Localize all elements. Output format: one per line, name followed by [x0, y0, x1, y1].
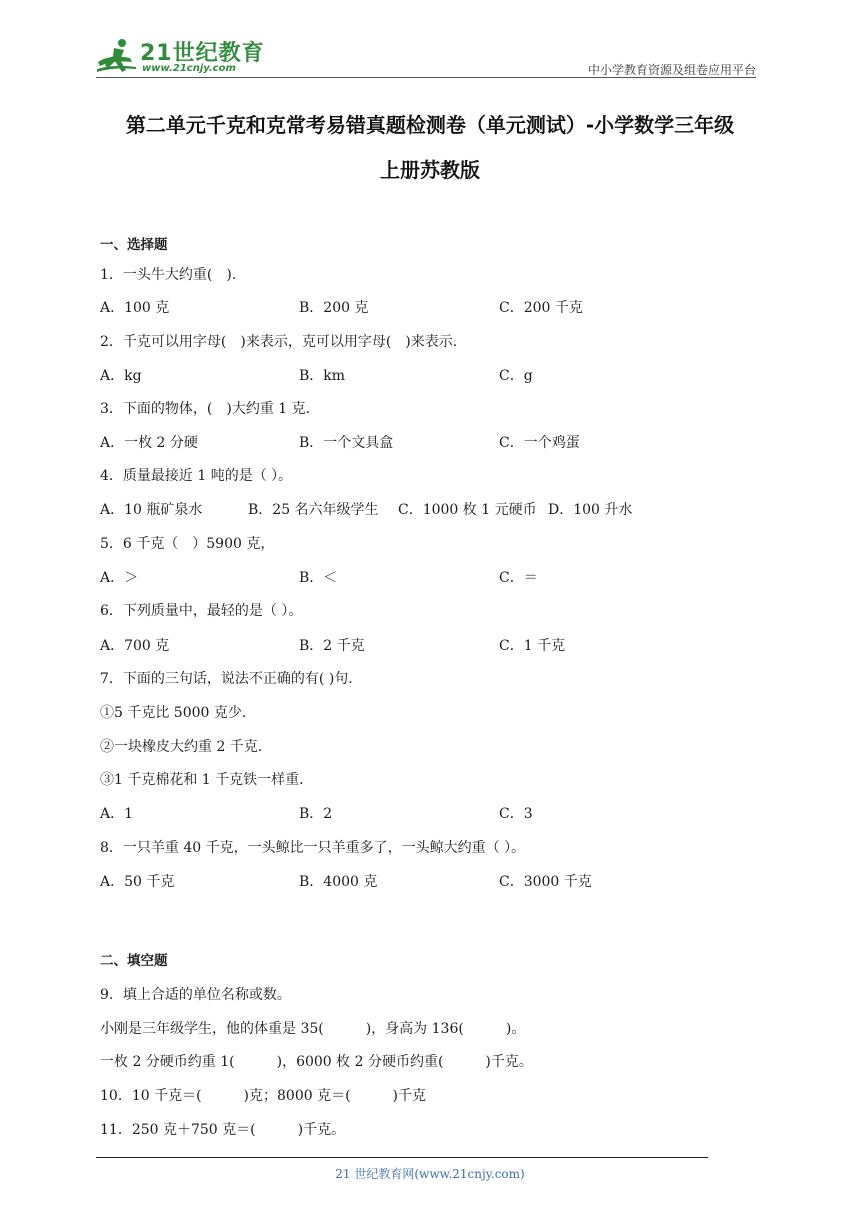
question-1-options	[100, 299, 800, 317]
question-4: 4．质量最接近 1 吨的是（ ）。	[100, 468, 293, 484]
option-a: A．kg	[100, 368, 142, 384]
question-7-statement-3: ③1 千克棉花和 1 千克铁一样重.	[100, 772, 304, 788]
option-b: B．km	[299, 368, 346, 384]
question-9-line-2: 一枚 2 分硬币约重 1( )，6000 枚 2 分硬币约重( )千克。	[100, 1054, 533, 1070]
option-a: A．1	[100, 806, 134, 822]
option-a: A．700 克	[100, 638, 170, 654]
footer-divider	[96, 1157, 708, 1158]
option-b: B．25 名六年级学生	[248, 502, 379, 518]
header-divider	[96, 77, 756, 78]
site-logo[interactable]	[96, 34, 266, 78]
question-11: 11．250 克＋750 克＝( )千克。	[100, 1122, 346, 1138]
doc-title-line-2: 上册苏教版	[380, 158, 480, 182]
question-4-options	[100, 501, 800, 519]
question-2: 2．千克可以用字母( )来表示，克可以用字母( )来表示.	[100, 334, 458, 350]
option-a: A．＞	[100, 570, 139, 586]
option-c: C．3	[499, 806, 533, 822]
runner-logo-icon	[96, 36, 138, 76]
option-d: D．100 升水	[548, 502, 633, 518]
question-7: 7．下面的三句话，说法不正确的有( )句.	[100, 671, 353, 687]
question-6: 6．下列质量中，最轻的是（ ）。	[100, 603, 303, 619]
option-c: C．3000 千克	[499, 874, 592, 890]
option-b: B．200 克	[299, 300, 369, 316]
section-heading-fill: 二、填空题	[100, 953, 168, 969]
option-b: B．2 千克	[299, 638, 365, 654]
platform-label: 中小学教育资源及组卷应用平台	[587, 63, 756, 77]
option-b: B．4000 克	[299, 874, 378, 890]
section-heading-choice: 一、选择题	[100, 237, 168, 253]
question-3-options	[100, 434, 800, 452]
option-c: C．200 千克	[499, 300, 583, 316]
option-c: C．＝	[499, 570, 538, 586]
question-7-statement-2: ②一块橡皮大约重 2 千克.	[100, 739, 263, 755]
question-10: 10．10 千克＝( )克；8000 克＝( )千克	[100, 1088, 427, 1104]
option-c: C．1000 枚 1 元硬币	[398, 502, 537, 518]
question-9: 9．填上合适的单位名称或数。	[100, 987, 291, 1003]
logo-url: www.21cnjy.com	[142, 63, 236, 74]
question-1: 1．一头牛大约重( ).	[100, 267, 237, 283]
option-b: B．＜	[299, 570, 338, 586]
question-2-options	[100, 367, 800, 385]
question-7-options	[100, 805, 800, 823]
option-a: A．10 瓶矿泉水	[100, 502, 203, 518]
option-c: C．1 千克	[499, 638, 566, 654]
option-a: A．一枚 2 分硬	[100, 435, 198, 451]
question-3: 3．下面的物体，( )大约重 1 克.	[100, 401, 311, 417]
option-a: A．50 千克	[100, 874, 175, 890]
doc-title-line-1: 第二单元千克和克常考易错真题检测卷（单元测试）-小学数学三年级	[125, 113, 735, 137]
page-header	[0, 0, 860, 80]
question-7-statement-1: ①5 千克比 5000 克少.	[100, 705, 247, 721]
option-c: C．一个鸡蛋	[499, 435, 580, 451]
logo-text: 21世纪教育	[140, 41, 265, 66]
question-9-line-1: 小刚是三年级学生，他的体重是 35( )，身高为 136( )。	[100, 1021, 526, 1037]
question-6-options	[100, 637, 800, 655]
option-b: B．一个文具盒	[299, 435, 394, 451]
option-c: C．g	[499, 368, 533, 384]
question-5: 5．6 千克（ ）5900 克，	[100, 536, 275, 552]
footer-site-link[interactable]: 21 世纪教育网(www.21cnjy.com)	[335, 1167, 525, 1181]
option-b: B．2	[299, 806, 333, 822]
question-8: 8．一只羊重 40 千克，一头鲸比一只羊重多了，一头鲸大约重（ ）。	[100, 840, 526, 856]
question-8-options	[100, 873, 800, 891]
option-a: A．100 克	[100, 300, 170, 316]
question-5-options	[100, 569, 800, 587]
